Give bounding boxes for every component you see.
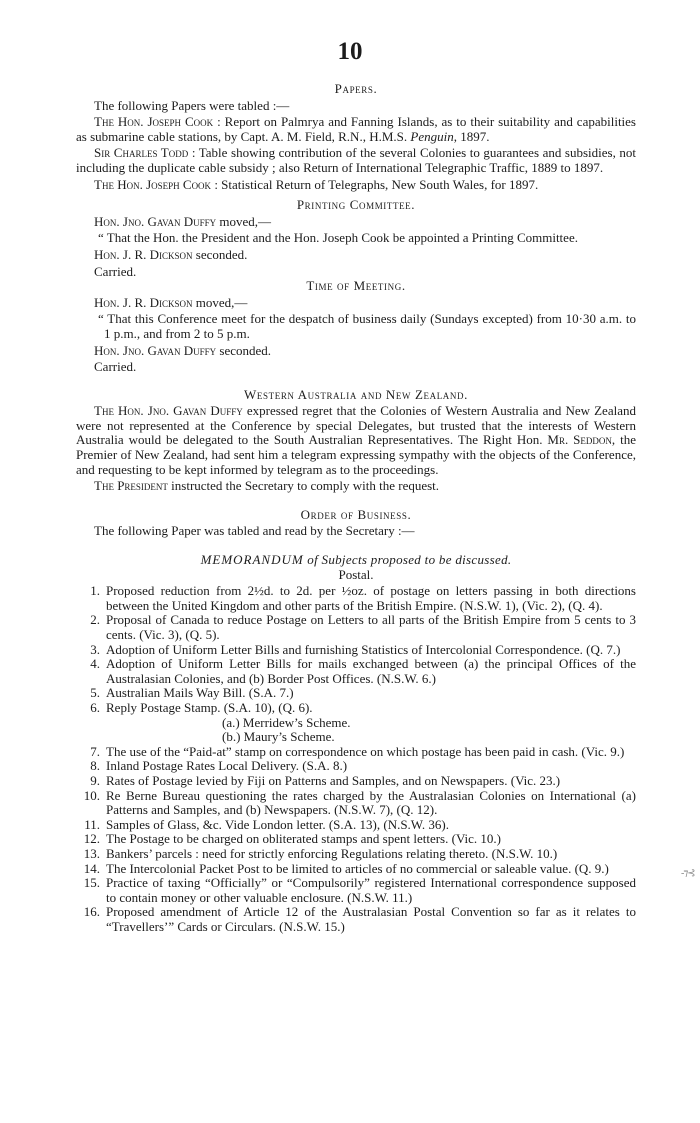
printing-mover: Hon. Jno. Gavan Duffy [94,213,217,229]
item-text: Inland Postage Rates Local Delivery. (S.A. 8.) [106,758,348,774]
printing-quote: “ That the Hon. the President and the Hon. Joseph Cook be appointed a Printing Committee. [98,230,578,246]
wa-nz-text-1: expressed regret that the Colonies of Western Australia and New Zealand were not represented at the Conference by special Delegates, but trusted that the interests of Western Australia would be delegated to the South Australian Representatives. The Right Hon. [76,403,636,448]
item-text: Australian Mails Way Bill. (S.A. 7.) [106,685,294,701]
paper-entry-1-name: The Hon. Joseph Cook [94,114,214,130]
item-number: 3. [90,641,100,657]
item-text: Re Berne Bureau questioning the rates charged by the Australasian Colonies on International (a) Patterns and Samples, and (b) Newspapers. (N.S.W. 7), (Q. 12). [106,787,636,818]
wa-nz-paragraph [76,404,636,477]
printing-moved: moved,— [216,213,272,229]
printing-seconder-line [76,248,636,263]
item-number: 8. [90,758,100,774]
postal-subheading: Postal. [338,566,374,582]
item-number: 13. [83,845,100,861]
item-text: Practice of taxing “Officially” or “Compulsorily” registered International correspondence supposed to contain money or other valuable enclosure. (N.S.W. 11.) [106,875,636,905]
list-item [76,686,636,701]
item-number: 4. [90,656,100,672]
printing-motion [76,215,636,230]
page-content [76,80,636,934]
list-item [76,774,636,789]
list-item [76,613,636,642]
item-number: 5. [90,685,100,701]
item-text: The Intercolonial Packet Post to be limited to articles of no commercial or saleable value. (Q. 9.) [106,860,609,876]
paper-entry-2 [76,146,636,175]
meeting-seconder-line [76,344,636,359]
order-intro: The following Paper was tabled and read by the Secretary :— [94,523,415,539]
list-item [76,701,636,745]
printing-committee-heading: Printing Committee. [296,197,416,213]
meeting-seconder: Hon. Jno. Gavan Duffy [94,342,217,358]
item-number: 14. [83,860,100,876]
paper-entry-2-name: Sir Charles Todd [94,145,189,161]
item-number: 11. [84,816,100,832]
item-text: Adoption of Uniform Letter Bills for mails exchanged between (a) the principal Offices of the Australasian Colonies, and (b) Border Post Offices. (N.S.W. 6.) [106,656,636,686]
item-text: Proposal of Canada to reduce Postage on Letters to all parts of the British Empire from 5 cents to 3 cents. (Vic. 3), (Q. 5). [106,612,636,642]
time-of-meeting-heading: Time of Meeting. [306,278,406,294]
list-item [76,862,636,877]
list-item [76,876,636,905]
list-item [76,847,636,862]
wa-nz-heading: Western Australia and New Zealand. [244,386,468,402]
printing-seconded: seconded. [192,246,248,262]
wa-nz-text-2: , the Premier of New Zealand, had sent him a telegram expressing sympathy with the objects of the Conference, and requesting to be kept informed by telegram as to the proceedings. [76,432,636,477]
paper-entry-3-text: : Statistical Return of Telegraphs, New South Wales, for 1897. [211,176,539,192]
list-item [76,818,636,833]
president-instruction [76,479,636,494]
memorandum-title [76,553,636,568]
order-of-business-heading: Order of Business. [300,506,412,522]
paper-entry-1-ship: Penguin [410,128,454,144]
item-number: 6. [90,699,100,715]
list-item [76,643,636,658]
margin-mark: -⁊⊰ [681,868,695,879]
item-text: Samples of Glass, &c. Vide London letter. (S.A. 13), (N.S.W. 36). [106,816,449,832]
memorandum-list [76,584,636,934]
list-item [76,789,636,818]
papers-intro: The following Papers were tabled :— [94,97,290,113]
wa-nz-name-2: Mr. Seddon [547,432,612,448]
meeting-motion [76,296,636,311]
item-number: 15. [83,875,100,891]
paper-entry-2-text: : Table showing contribution of the several Colonies to guarantees and subsidies, not including the duplicate cable subsidy ; also Return of International Telegraphic Traffic, 1889 to 1897. [76,145,636,175]
paper-entry-1-year: , 1897. [453,128,490,144]
meeting-carried: Carried. [94,359,137,375]
list-item [76,745,636,760]
paper-entry-3 [76,178,636,193]
list-item [76,759,636,774]
paper-entry-3-name: The Hon. Joseph Cook [94,176,212,192]
memorandum-title-caps: MEMORANDUM [200,552,304,568]
meeting-seconded: seconded. [216,342,272,358]
list-item [76,905,636,934]
sub-item-a: (a.) Merridew’s Scheme. [222,714,351,730]
paper-entry-1 [76,115,636,144]
item-number: 7. [90,743,100,759]
item-number: 2. [90,612,100,628]
item-number: 10. [83,787,100,803]
meeting-mover: Hon. J. R. Dickson [94,294,193,310]
item-text: Reply Postage Stamp. (S.A. 10), (Q. 6). [106,699,313,715]
item-text: Rates of Postage levied by Fiji on Patterns and Samples, and on Newspapers. (Vic. 23.) [106,772,561,788]
wa-nz-name-1: The Hon. Jno. Gavan Duffy [94,403,243,419]
list-item [76,657,636,686]
item-text: The Postage to be charged on obliterated stamps and spent letters. (Vic. 10.) [106,831,502,847]
sub-item-b: (b.) Maury’s Scheme. [222,729,335,745]
printing-seconder: Hon. J. R. Dickson [94,246,193,262]
list-item [76,832,636,847]
item-text: Bankers’ parcels : need for strictly enforcing Regulations relating thereto. (N.S.W. 10.) [106,845,558,861]
item-text: Proposed reduction from 2½d. to 2d. per ½oz. of postage on letters passing in both directions between the United Kingdom and other parts of the British Empire. (N.S.W. 1), (Vic. 2), (Q. 4). [106,583,636,613]
meeting-moved: moved,— [192,294,248,310]
list-item [76,584,636,613]
papers-heading: Papers. [334,81,378,96]
item-text: Proposed amendment of Article 12 of the Australasian Postal Convention so far as it relates to “Travellers’” Cards or Circulars. (N.S.W. 15.) [106,904,636,934]
memorandum-title-rest: of Subjects proposed to be discussed. [303,552,512,568]
president-text: instructed the Secretary to comply with the request. [167,478,440,494]
printing-carried: Carried. [94,263,137,279]
item-number: 9. [90,772,100,788]
item-number: 12. [83,831,100,847]
meeting-quote: “ That this Conference meet for the despatch of business daily (Sundays excepted) from 10·30 a.m. to 1 p.m., and from 2 to 5 p.m. [98,311,636,341]
item-number: 16. [83,904,100,920]
page-number: 10 [337,38,363,65]
item-number: 1. [90,583,100,599]
item-text: The use of the “Paid-at” stamp on correspondence on which postage has been paid in cash. (Vic. 9.) [106,743,625,759]
item-text: Adoption of Uniform Letter Bills and furnishing Statistics of Intercolonial Correspondence. (Q. 7.) [106,641,621,657]
paper-entry-1-text: : Report on Palmrya and Fanning Islands, as to their suitability and capabilities as submarine cable stations, by Capt. A. M. Field, R.N., H.M.S. [76,114,636,144]
president-name: The President [94,478,168,494]
